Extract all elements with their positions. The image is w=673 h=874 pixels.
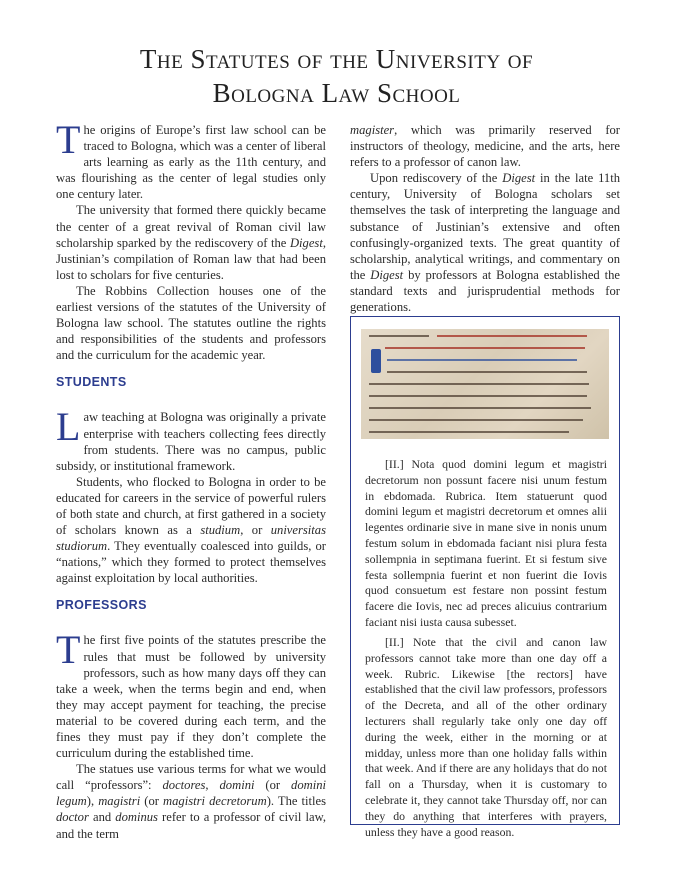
right-paragraph-1: magister, which was primarily reserved for instructors of theology, medicine, and the arts, here refers to a professor of canon law.: [350, 123, 620, 170]
drop-cap: L: [56, 404, 81, 450]
drop-cap: T: [56, 117, 81, 162]
professors-paragraph-2: The statues use various terms for what we would call “professors”: doctores, domini (or domini legum), magistri (or magistri decretorum). The titles doctor and dominus refer to a professor of civil law, and the term: [56, 762, 327, 841]
title-line-2: Bologna Law School: [212, 78, 461, 108]
professors-paragraph-1: The first five points of the statutes prescribe the rules that must be followed by university professors, such as how many days off they can take a week, when the terms begin and end, when they may accept payment for teaching, the precise material to be covered during each term, and the fines they must pay if they don’t complete the curriculum during the established time.: [56, 627, 326, 761]
title-line-1: The Statutes of the University of: [139, 44, 534, 74]
intro-paragraph-3: The Robbins Collection houses one of the earliest versions of the statutes of the University of Bologna law school. The statutes outline the rights and responsibilities of the students and professors and the curriculum for the academic year.: [56, 283, 326, 363]
section-heading-students: STUDENTS: [56, 375, 127, 390]
manuscript-initial: [371, 349, 381, 373]
latin-excerpt: [365, 457, 607, 631]
right-column: [350, 122, 620, 315]
page-title: [0, 42, 673, 110]
section-heading-professors: PROFESSORS: [56, 598, 147, 613]
english-text: [II.] Note that the civil and canon law professors cannot take more than one day off a week. Rubric. Likewise [the rectors] have established that the civil law professors, professors of the Decreta, and all of the other ordinary lecturers shall regularly take only one day off during the week, either in the morning or at midday, unless more than one holiday falls within that week. And if there are any holidays that do not fall on a Thursday, when it is customary to celebrate it, they cannot take Thursday off, nor can they do anything that interferes with prayers, unless they have a good reason.: [365, 635, 607, 839]
left-column: [56, 117, 327, 842]
right-paragraph-2: Upon rediscovery of the Digest in the late 11th century, University of Bologna scholars set themselves the task of interpreting the language and substance of Justinian’s extensive and often confusingly-organized texts. The great quantity of scholarship, analytical writings, and commentary on the Digest by professors at Bologna established the standard texts and jurisprudential methods for generations.: [350, 171, 620, 315]
intro-paragraph-2: The university that formed there quickly became the center of a great revival of Roman civil law scholarship sparked by the rediscovery of the Digest, Justinian’s compilation of Roman law that had been lost to scholars for five centuries.: [56, 203, 326, 282]
manuscript-image: [361, 329, 609, 439]
intro-paragraph-1: The origins of Europe’s first law school can be traced to Bologna, which was a center of liberal arts learning as early as the 11th century, and was flourishing as the center of legal studies only one century later.: [56, 117, 326, 202]
students-paragraph-1: Law teaching at Bologna was originally a private enterprise with teachers collecting fees directly from students. There was no campus, public subsidy, or institutional framework.: [56, 404, 326, 473]
students-paragraph-2: Students, who flocked to Bologna in order to be educated for careers in the service of powerful rulers of both state and church, at first gathered in a society of scholars known as a studium, or universitas studiorum. They eventually coalesced into guilds, or “nations,” which they formed to protect themselves against exploitation by local authorities.: [56, 474, 326, 586]
english-translation: [365, 635, 607, 840]
drop-cap: T: [56, 627, 81, 673]
statute-excerpt-box: [350, 316, 620, 839]
latin-text: [II.] Nota quod domini legum et magistri decretorum non possunt facere nisi unum festum in ebdomada. Rubrica. Item statuerunt quod domini legum et magistri decretorum et omnes alii legentes ordinarie sive in mane sive in nonis unum festum solum in ebdomada faciant nisi plura festa sollempnia in septimana fuerint. Et si festum sive festa sollempnia fuerint et non fuerint die Iovis quod consuetum est festare non possint festum facere die Iovis, nec ad preces alicuius contrarium faciant nisi iusta causa subesset.: [365, 457, 607, 629]
